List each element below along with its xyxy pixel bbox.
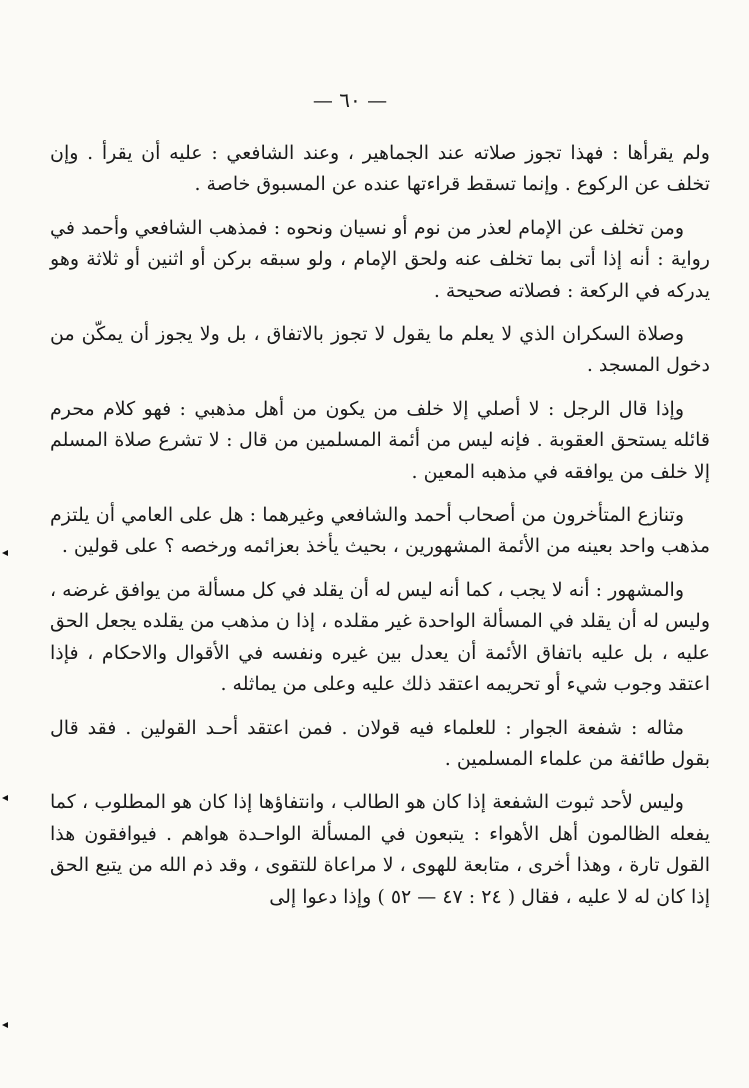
paragraph-2: ومن تخلف عن الإمام لعذر من نوم أو نسيان ونحوه : فمذهب الشافعي وأحمد في رواية : أنه إذا أتى بما تخلف عنه ولحق الإمام ، ولو سبقه بركن أو اثنين أو ثلاثة وهو يدركه في الركعة : فصلاته صحيحة . [50, 216, 710, 302]
page-body [50, 138, 710, 925]
paragraph-8: وليس لأحد ثبوت الشفعة إذا كان هو الطالب ، وانتفاؤها إذا كان هو المطلوب ، كما يفعله الظالمون أهل الأهواء : يتبعون في المسألة الواحـدة هواهم . فيوافقون هذا القول تارة ، وهذا أخرى ، متابعة للهوى ، لا مراعاة للتقوى ، وقد ذم الله من يتبع الحق إذا كان له لا عليه ، فقال ( ٢٤ : ٤٧ — ٥٢ ) وإذا دعوا إلى [50, 791, 710, 908]
margin-arrow-icon [2, 550, 8, 556]
paragraph-4: وإذا قال الرجل : لا أصلي إلا خلف من يكون من أهل مذهبي : فهو كلام محرم قائله يستحق العقوبة . فإنه ليس من أئمة المسلمين من قال : لا تشرع صلاة المسلم إلا خلف من يوافقه في مذهبه المعين . [50, 397, 710, 483]
paragraph-6: والمشهور : أنه لا يجب ، كما أنه ليس له أن يقلد في كل مسألة من يوافق غرضه ، وليس له أن يقلد في المسألة الواحدة غير مقلده ، إذا ن مذهب من يقلده يجعل الحق عليه ، بل عليه باتفاق الأئمة أن يعدل بين غيره ونفسه في الأقوال والاحكام ، فإذا اعتقد وجوب شيء أو تحريمه اعتقد ذلك عليه وعلى من يماثله . [50, 578, 710, 696]
margin-arrow-icon [2, 795, 8, 801]
paragraph-1: ولم يقرأها : فهذا تجوز صلاته عند الجماهير ، وعند الشافعي : عليه أن يقرأ . وإن تخلف عن الركوع . وإنما تسقط قراءتها عنده عن المسبوق خاصة . [50, 142, 710, 196]
page-number: — ٦٠ — [312, 88, 388, 112]
paragraph-3: وصلاة السكران الذي لا يعلم ما يقول لا تجوز بالاتفاق ، بل ولا يجوز أن يمكّن من دخول المسجد . [50, 323, 710, 377]
paragraph-7: مثاله : شفعة الجوار : للعلماء فيه قولان . فمن اعتقد أحـد القولين . فقد قال بقول طائفة من علماء المسلمين . [50, 716, 710, 770]
margin-arrow-icon [2, 1022, 8, 1028]
paragraph-5: وتنازع المتأخرون من أصحاب أحمد والشافعي وغيرهما : هل على العامي أن يلتزم مذهب واحد بعينه من الأئمة المشهورين ، بحيث يأخذ بعزائمه ورخصه ؟ على قولين . [50, 504, 710, 558]
